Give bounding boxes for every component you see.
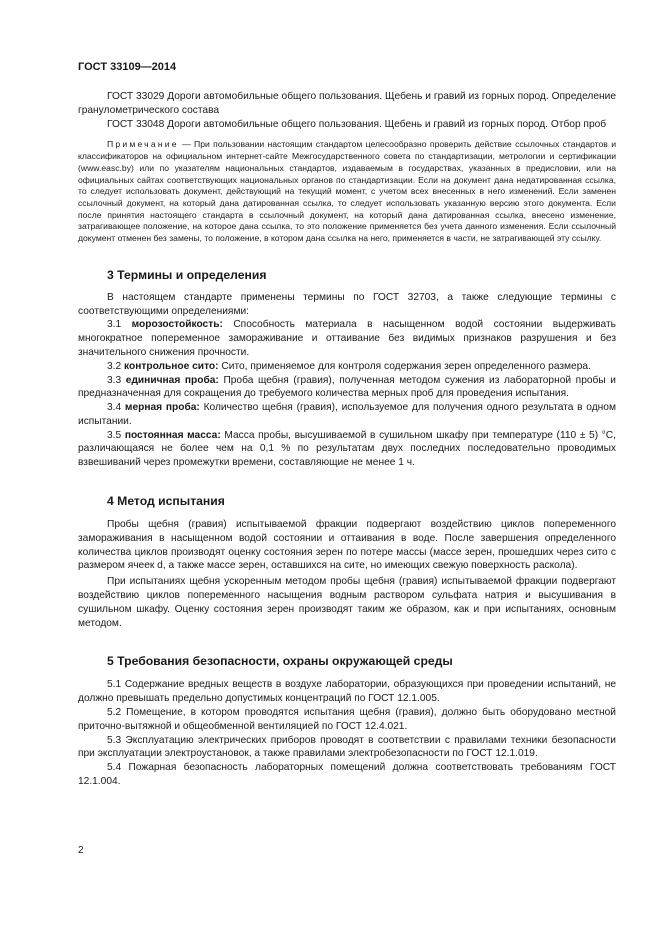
section-4-paragraph: При испытаниях щебня ускоренным методом пробы щебня (гравия) испытываемой фракции подвергают воздействию циклов попеременного насыщения водным раствором сульфата натрия и высушивания в сушильном шкафу. Оценку состояния зерен производят таким же образом, как и при испытаниях, основным методом. (78, 576, 616, 629)
clause-5-2: 5.2 Помещение, в котором проводятся испытания щебня (гравия), должно быть оборудовано местной приточно-вытяжной и общеобменной вентиляцией по ГОСТ 12.4.021. (78, 707, 616, 732)
note (78, 139, 616, 244)
section-5-heading: 5 Требования безопасности, охраны окружающей среды (107, 654, 453, 669)
note-text: — При пользовании настоящим стандартом целесообразно проверить действие ссылочных стандартов и классификаторов на официальном интернет-сайте Межгосударственного совета по стандартизации, метрологии и сертификации (www.easc.by) или по указателям национальных стандартов, издаваемым в государствах, указанных в предисловии, или на официальных сайтах соответствующих национальных органов по стандартизации. Если на документ дана недатированная ссылка, то следует использовать документ, действующий на текущий момент, с учетом всех внесенных в него изменений. Если заменен ссылочный документ, на который дана датированная ссылка, то следует использовать указанную версию этого документа. Если после принятия настоящего стандарта в ссылочный документ, на который дана датированная ссылка, внесено изменение, затрагивающее положение, на которое дана ссылка, то это положение применяется без учета данного изменения. Если ссылочный документ отменен без замены, то положение, в котором дана ссылка на него, применяется в части, не затрагивающей эту ссылку. (78, 139, 616, 244)
reference-item: ГОСТ 33048 Дороги автомобильные общего пользования. Щебень и гравий из горных пород. Отбор проб (107, 118, 607, 130)
term-3-1: 3.1 морозостойкость: Способность материала в насыщенном водой состоянии выдерживать многократное попеременное замораживание и оттаивание без видимых признаков разрушения и без значительного снижения прочности. (78, 319, 616, 358)
note-label: Примечание (107, 139, 179, 150)
term-3-4: 3.4 мерная проба: Количество щебня (гравия), используемое для получения одного результата в одном испытании. (78, 402, 616, 427)
section-4-heading: 4 Метод испытания (107, 494, 225, 509)
term-3-3: 3.3 единичная проба: Проба щебня (гравия), полученная методом сужения из лабораторной пробы и предназначенная для сокращения до требуемого количества мерных проб для проведения испытания. (78, 374, 616, 400)
clause-5-4: 5.4 Пожарная безопасность лабораторных помещений должна соответствовать требованиям ГОСТ 12.1.004. (78, 762, 616, 788)
term-3-5: 3.5 постоянная масса: Масса пробы, высушиваемой в сушильном шкафу при температуре (110 ± 5) °С, различающаяся не более чем на 0,1 % по результатам двух последних последовательно проводимых взвешиваний через промежутки времени, составляющие не менее 1 ч. (78, 429, 616, 469)
term-3-2: 3.2 контрольное сито: Сито, применяемое для контроля содержания зерен определенного размера. (107, 360, 591, 372)
section-3-intro: В настоящем стандарте применены термины по ГОСТ 32703, а также следующие термины с соответствующими определениями: (78, 291, 616, 317)
reference-item: ГОСТ 33029 Дороги автомобильные общего пользования. Щебень и гравий из горных пород. Определение гранулометрического состава (78, 91, 616, 116)
page-number: 2 (78, 845, 84, 856)
page-content (78, 90, 616, 789)
section-3-heading: 3 Термины и определения (107, 267, 267, 282)
clause-5-3: 5.3 Эксплуатацию электрических приборов проводят в соответствии с правилами техники безопасности при эксплуатации электроустановок, а также правилами электробезопасности по ГОСТ 12.1.019. (78, 734, 616, 760)
document-header: ГОСТ 33109—2014 (78, 61, 177, 73)
section-4-paragraph: Пробы щебня (гравия) испытываемой фракции подвергают воздействию циклов попеременного замораживания в насыщенном водой состоянии и оттаивания в воде. После завершения определенного количества циклов производят оценку состояния зерен по потере массы (массе зерен, прошедших через сито с размером ячеек d, а также массе зерен, оставшихся на сите, но имеющих свежую поверхность раскола). (78, 519, 616, 572)
clause-5-1: 5.1 Содержание вредных веществ в воздухе лаборатории, образующихся при проведении испытаний, не должно превышать предельно допустимых концентраций по ГОСТ 12.1.005. (78, 679, 616, 705)
